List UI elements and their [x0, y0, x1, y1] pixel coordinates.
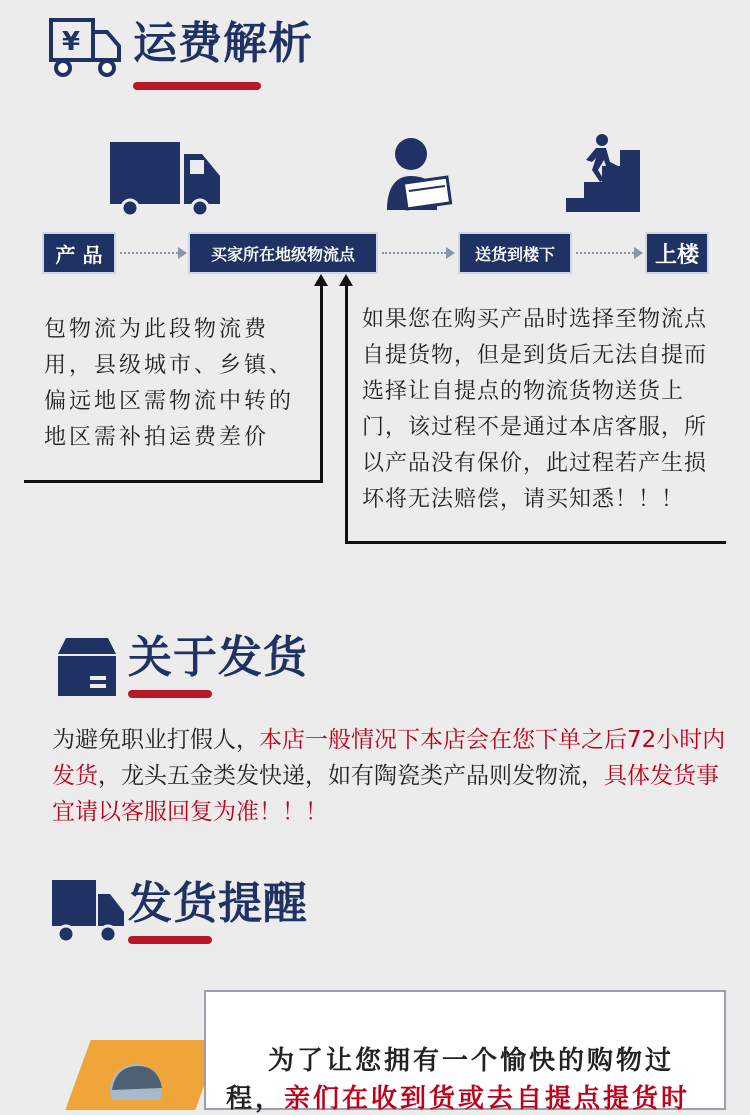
customer-avatar-icon — [102, 1060, 172, 1100]
flow-step-pickup-point: 买家所在地级物流点 — [188, 232, 378, 274]
reminder-text-normal: 程， — [226, 1084, 285, 1114]
title-underline — [128, 936, 212, 944]
title-underline — [128, 690, 212, 698]
shipping-text-highlight: 本店一般情况下本店会在您下单之后72小时内发货 — [52, 727, 726, 789]
flow-arrow — [446, 247, 455, 259]
section-title-freight: 运费解析 — [133, 18, 313, 69]
flow-arrow — [178, 247, 187, 259]
delivery-person-icon — [383, 136, 463, 220]
bracket-line — [24, 480, 323, 483]
section-title-reminder: 发货提醒 — [128, 878, 308, 929]
svg-text:¥: ¥ — [62, 27, 81, 57]
shipping-paragraph — [52, 722, 728, 830]
up-arrow — [314, 274, 328, 286]
stairs-climber-icon — [566, 134, 642, 214]
flow-step-upstairs: 上楼 — [645, 232, 709, 274]
flow-arrow — [634, 247, 643, 259]
bracket-line — [345, 541, 726, 544]
reminder-line-1: 为了让您拥有一个愉快的购物过 — [268, 1046, 675, 1076]
title-underline — [133, 82, 261, 90]
package-box-icon — [54, 634, 120, 698]
flow-step-downstairs: 送货到楼下 — [458, 232, 572, 274]
shipping-text-normal: 为避免职业打假人， — [52, 727, 259, 753]
flow-connector — [120, 252, 178, 254]
flow-connector — [382, 252, 446, 254]
flow-connector — [576, 252, 634, 254]
truck-icon — [110, 142, 220, 217]
cart-truck-icon — [52, 876, 124, 946]
freight-note-left: 包物流为此段物流费用，县级城市、乡镇、偏远地区需物流中转的地区需补拍运费差价 — [44, 317, 295, 450]
freight-note-right: 如果您在购买产品时选择至物流点自提货物，但是到货后无法自提而选择让自提点的物流货物送货上门，该过程不是通过本店客服，所以产品没有保价，此过程若产生损坏将无法赔偿，请买知悉！！！ — [362, 307, 708, 512]
yuan-truck-icon — [45, 12, 125, 84]
bracket-line — [320, 284, 323, 482]
shipping-text-normal: ，龙头五金类发快递，如有陶瓷类产品则发物流， — [98, 763, 604, 789]
shipping-text-highlight: 具体发货事宜请以客服回复为准！！！ — [52, 763, 719, 825]
flow-step-product: 产 品 — [42, 232, 116, 274]
bracket-line — [345, 284, 348, 544]
up-arrow — [339, 274, 353, 286]
reminder-text-highlight: 亲们在收到货或去自提点提货时 — [284, 1084, 691, 1114]
reminder-card — [204, 990, 726, 1114]
section-title-shipping: 关于发货 — [128, 632, 308, 683]
freight-header — [45, 12, 365, 87]
